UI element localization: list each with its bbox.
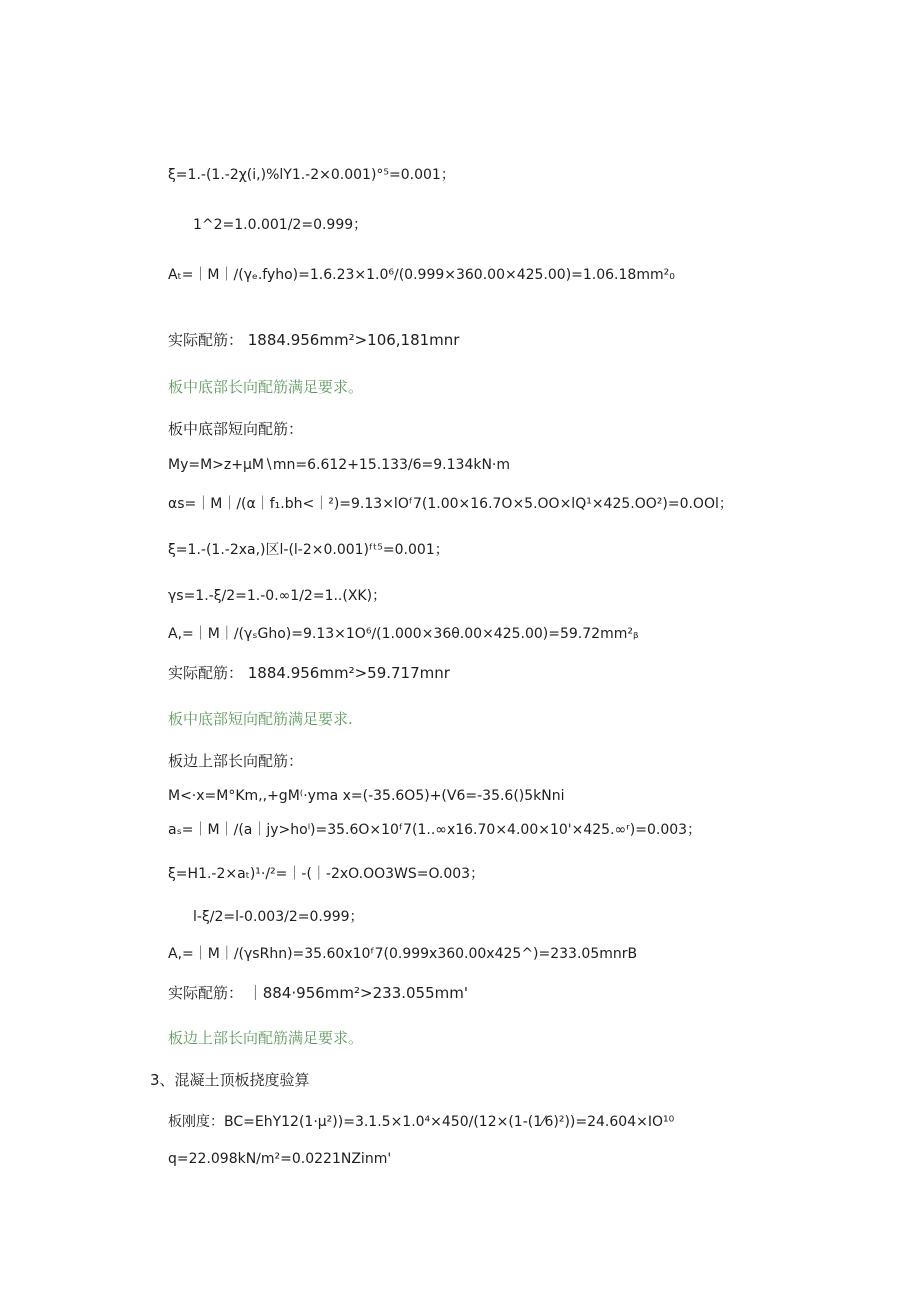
actual-reinforcement-3: 实际配筋： ｜884·956mm²>233.055mm' [168,984,468,1002]
check-ok-long-top: 板边上部长向配筋满足要求。 [168,1029,364,1047]
section-heading-deflection: 3、混凝土顶板挠度验算 [150,1071,310,1089]
formula-gamma-s-1: 1^2=1.0.001/2=0.999； [193,217,368,233]
formula-xi-2: ξ=1.-(1.-2xa,)区l-(l-2×0.001)ᶠᵗ⁵=0.001； [168,542,449,558]
formula-alpha-s: αs=｜M｜∕(α｜f₁.bh<｜²)=9.13×lOᶠ7(1.00×16.7O×5.OO×lQ¹×425.OO²)=0.OOl； [168,496,733,512]
formula-gamma-s-2: γs=1.-ξ∕2=1.-0.∞1∕2=1..(XK)； [168,588,387,604]
section-heading-long-top: 板边上部长向配筋： [168,752,304,770]
section-heading-short-bottom: 板中底部短向配筋： [168,420,304,438]
formula-as-long-top: A,=｜M｜∕(γsRhn)=35.60x10ᶠ7(0.999x360.00x425^)=233.05mnrB [168,946,638,962]
check-ok-long-bottom: 板中底部长向配筋满足要求。 [168,378,364,396]
check-ok-short-bottom: 板中底部短向配筋满足要求. [168,710,353,728]
actual-reinforcement-2: 实际配筋： 1884.956mm²>59.717mnr [168,664,450,682]
formula-q-load: q=22.098kN∕m²=0.0221NZinm' [168,1151,392,1167]
formula-gamma-s-3: l-ξ∕2=l-0.003/2=0.999； [193,909,364,925]
formula-xi-3: ξ=H1.-2×aₜ)¹·/²=｜-(｜-2xO.OO3WS=O.003； [168,866,485,882]
formula-as-short-bottom: A,=｜M｜∕(γₛGho)=9.13×1O⁶∕(1.000×36θ.00×425.00)=59.72mm²ᵦ [168,626,639,642]
formula-as-long-bottom: Aₜ=｜M｜∕(γₑ.fyho)=1.6.23×1.0⁶∕(0.999×360.00×425.00)=1.06.18mm²₀ [168,267,675,283]
formula-alpha-s-2: aₛ=｜M｜∕(a｜jy>hoˡ)=35.6O×10ᶠ7(1..∞x16.70×4.00×10'×425.∞ʳ)=0.003； [168,822,702,838]
formula-xi-1: ξ=1.-(1.-2χ(i,)%lY1.-2×0.001)°⁵=0.001； [168,167,455,183]
actual-reinforcement-1: 实际配筋： 1884.956mm²>106,181mnr [168,331,460,349]
formula-my: My=M>z+μM∖mn=6.612+15.133/6=9.134kN·m [168,457,511,473]
formula-plate-stiffness: 板刚度：BC=EhY12(1·μ²))=3.1.5×1.0⁴×450∕(12×(1-(1⁄6)²))=24.604×IO¹⁰ [168,1114,675,1130]
formula-mx: M<·x=M°Km,,+gM⁽·yma x=(-35.6O5)+(V6=-35.6()5kNni [168,788,565,804]
